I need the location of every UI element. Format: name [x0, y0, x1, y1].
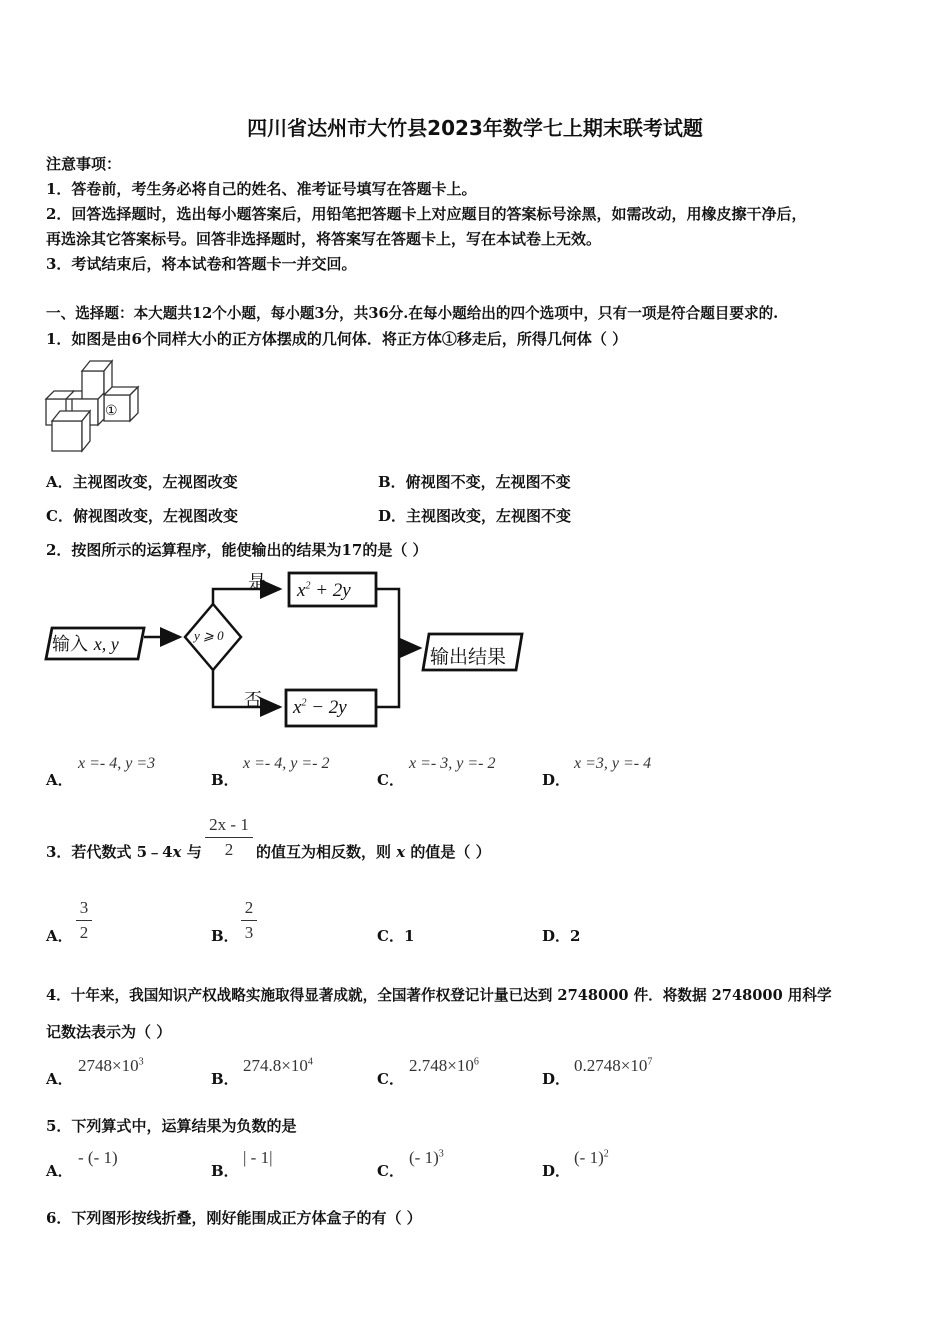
q2-option-a-label: A． — [46, 771, 73, 789]
q4-option-b: $274.8\times 10^4$ — [243, 1056, 313, 1075]
q3-option-a: 3 2 — [76, 898, 92, 943]
q2-option-c: x =- 3, y =- 2 — [409, 755, 496, 772]
q3-option-a-label: A． — [46, 927, 73, 945]
q6-stem: 6．下列图形按线折叠，刚好能围成正方体盒子的有（ ） — [46, 1209, 422, 1227]
q5-option-a: - (- 1) — [78, 1148, 118, 1167]
page-title: 四川省达州市大竹县2023年数学七上期末联考试题 — [247, 116, 703, 140]
q5-option-c-label: C． — [377, 1162, 404, 1180]
q4-option-a: $2748\times 10^3$ — [78, 1056, 144, 1075]
q2-flow-no-expr: $x^2 - 2y$ — [293, 697, 347, 718]
q2-flow-yes-label: 是 — [248, 572, 266, 593]
q5-option-a-label: A． — [46, 1162, 73, 1180]
q2-option-a: x =- 4, y =3 — [78, 755, 156, 772]
q2-option-b-label: B． — [211, 771, 239, 789]
q5-option-b: | - 1| — [243, 1148, 273, 1167]
q3-option-c: C．1 — [377, 927, 415, 945]
q5-stem: 5．下列算式中，运算结果为负数的是 — [46, 1117, 297, 1135]
q1-option-b: B．俯视图不变，左视图不变 — [378, 473, 571, 491]
q2-flow-input-label: 输入 x, y — [52, 634, 119, 655]
notice-item-1: 1．答卷前，考生务必将自己的姓名、准考证号填写在答题卡上。 — [46, 180, 477, 198]
notice-item-2-line-1: 2．回答选择题时，选出每小题答案后，用铅笔把答题卡上对应题目的答案标号涂黑，如需改动，用橡皮擦干净后， — [46, 205, 807, 223]
q2-flow-condition: y ⩾ 0 — [194, 628, 224, 643]
q4-option-c-label: C． — [377, 1070, 404, 1088]
q1-cube-figure — [42, 355, 142, 455]
q3-stem-part1: 3．若代数式 5﹣4x 与 — [46, 843, 202, 861]
q5-option-d-label: D． — [542, 1162, 571, 1180]
q5-option-d: (- 1)$^2$ — [574, 1148, 609, 1167]
q4-stem-line-2: 记数法表示为（ ） — [46, 1023, 172, 1041]
q3-option-d: D．2 — [542, 927, 581, 945]
q4-option-c: $2.748\times 10^6$ — [409, 1056, 479, 1075]
q2-flow-no-label: 否 — [244, 690, 262, 711]
q1-figure-label: ① — [105, 403, 118, 419]
notice-heading: 注意事项： — [46, 155, 122, 173]
q4-stem-line-1: 4．十年来，我国知识产权战略实施取得显著成就，全国著作权登记计量已达到 2748000 件．将数据 2748000 用科学 — [46, 987, 832, 1004]
q5-option-b-label: B． — [211, 1162, 239, 1180]
q2-option-d: x =3, y =- 4 — [574, 755, 652, 772]
q2-option-b: x =- 4, y =- 2 — [243, 755, 330, 772]
q1-option-a: A．主视图改变，左视图改变 — [46, 473, 238, 491]
q4-option-b-label: B． — [211, 1070, 239, 1088]
q4-option-d: $0.2748\times 10^7$ — [574, 1056, 653, 1075]
q1-option-d: D．主视图改变，左视图不变 — [378, 507, 572, 525]
q1-option-c: C．俯视图改变，左视图改变 — [46, 507, 238, 525]
q2-flow-yes-expr: $x^2 + 2y$ — [297, 580, 351, 601]
notice-item-2-line-2: 再选涂其它答案标号。回答非选择题时，将答案写在答题卡上，写在本试卷上无效。 — [46, 230, 602, 248]
q3-option-b: 2 3 — [241, 898, 257, 943]
section-heading: 一、选择题：本大题共12个小题，每小题3分，共36分.在每小题给出的四个选项中，只有一项是符合题目要求的. — [46, 305, 779, 322]
q2-option-c-label: C． — [377, 771, 404, 789]
q1-stem: 1．如图是由6个同样大小的正方体摆成的几何体．将正方体①移走后，所得几何体（ ） — [46, 330, 628, 348]
q3-option-b-label: B． — [211, 927, 239, 945]
q2-flow-output: 输出结果 — [430, 646, 507, 668]
q2-option-d-label: D． — [542, 771, 571, 789]
q4-option-d-label: D． — [542, 1070, 571, 1088]
notice-item-3: 3．考试结束后，将本试卷和答题卡一并交回。 — [46, 255, 357, 273]
q3-fraction: 2x - 1 2 — [205, 815, 253, 860]
q2-stem: 2．按图所示的运算程序，能使输出的结果为17的是（ ） — [46, 541, 428, 559]
q5-option-c: (- 1)$^3$ — [409, 1148, 444, 1167]
q3-stem-part2: 的值互为相反数，则 x 的值是（ ） — [256, 843, 491, 861]
q4-option-a-label: A． — [46, 1070, 73, 1088]
